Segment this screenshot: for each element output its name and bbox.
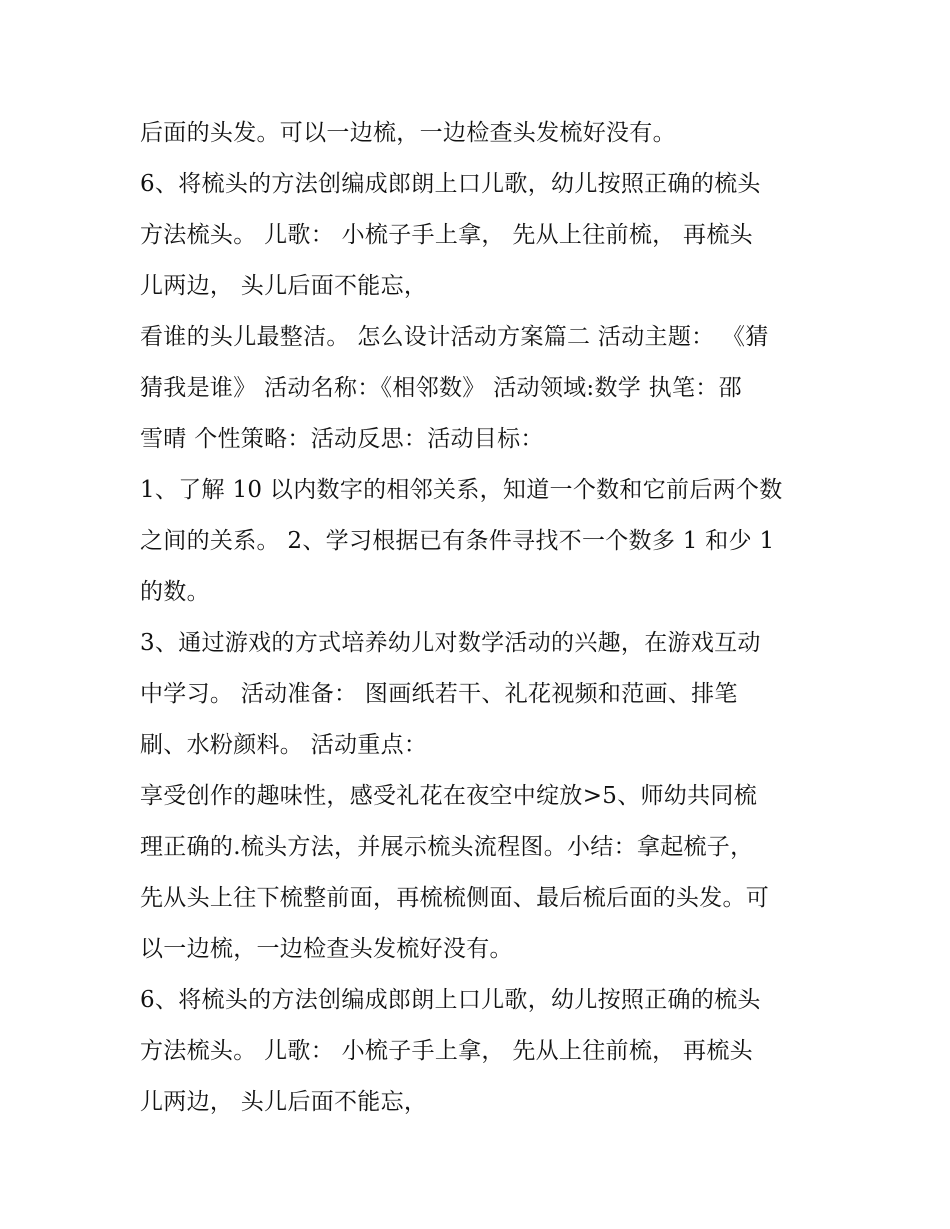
text-line: 方法梳头。 儿歌： 小梳子手上拿， 先从上往前梳， 再梳头 — [140, 222, 753, 248]
text-line: 3、通过游戏的方式培养幼儿对数学活动的兴趣，在游戏互动 — [140, 630, 761, 656]
text-line: 6、将梳头的方法创编成郎朗上口儿歌，幼儿按照正确的梳头 — [140, 987, 761, 1013]
text-line: 先从头上往下梳整前面，再梳梳侧面、最后梳后面的头发。可 — [140, 885, 770, 911]
text-line: 之间的关系。 2、学习根据已有条件寻找不一个数多 1 和少 1 — [140, 528, 775, 554]
text-line: 方法梳头。 儿歌： 小梳子手上拿， 先从上往前梳， 再梳头 — [140, 1038, 753, 1064]
text-line: 理正确的.梳头方法，并展示梳头流程图。小结：拿起梳子， — [140, 834, 754, 860]
document-body — [140, 108, 820, 1128]
text-line: 看谁的头儿最整洁。 怎么设计活动方案篇二 活动主题： 《猜 — [140, 324, 769, 350]
text-line: 1、了解 10 以内数字的相邻关系，知道一个数和它前后两个数 — [140, 477, 783, 503]
text-line: 以一边梳，一边检查头发梳好没有。 — [140, 936, 513, 962]
text-line: 雪晴 个性策略：活动反思：活动目标： — [140, 426, 544, 452]
text-line: 享受创作的趣味性，感受礼花在夜空中绽放>5、师幼共同梳 — [140, 783, 758, 809]
text-line: 的数。 — [140, 579, 210, 605]
text-line: 猜我是谁》 活动名称：《相邻数》 活动领域:数学 执笔：邵 — [140, 375, 742, 401]
text-line: 刷、水粉颜料。 活动重点： — [140, 732, 428, 758]
text-line: 中学习。 活动准备： 图画纸若干、礼花视频和范画、排笔 — [140, 681, 738, 707]
text-line: 儿两边， 头儿后面不能忘， — [140, 273, 428, 299]
text-line: 6、将梳头的方法创编成郎朗上口儿歌，幼儿按照正确的梳头 — [140, 171, 761, 197]
text-line: 儿两边， 头儿后面不能忘， — [140, 1089, 428, 1115]
text-line: 后面的头发。可以一边梳，一边检查头发梳好没有。 — [140, 120, 676, 146]
